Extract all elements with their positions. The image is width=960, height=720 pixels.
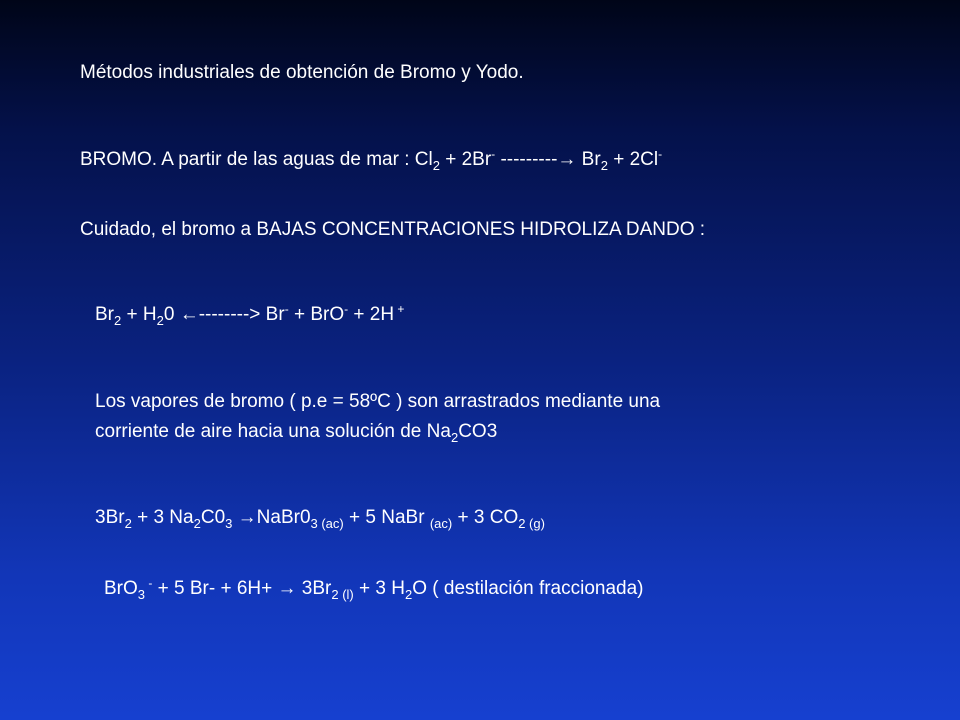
hyd-sub-2: 2 (156, 313, 164, 328)
hyd-charge-1: - (284, 302, 289, 316)
r2-text: + 3 CO (452, 507, 519, 528)
r2-text: + 5 NaBr (343, 507, 430, 528)
vapores-sub: 2 (450, 430, 459, 445)
r3-text: O ( destilación fraccionada) (412, 578, 644, 599)
hydrolysis-equation (95, 303, 404, 327)
bromo-text: ---------→ Br (495, 149, 601, 170)
r3-text: BrO (104, 578, 138, 599)
cuidado-text (80, 218, 705, 242)
hyd-text: + 2H (348, 304, 395, 325)
vapores-text-1: Los vapores de bromo ( p.e = 58ºC ) son arrastrados mediante una (95, 391, 661, 412)
r2-sub: 3 (ac) (310, 516, 344, 531)
title-text: Métodos industriales de obtención de Bromo y Yodo. (80, 62, 524, 83)
r2-sub: 2 (193, 516, 201, 531)
r2-text: 3Br (95, 507, 125, 528)
r3-sub: 2 (l) (331, 587, 354, 602)
r2-sub: (ac) (429, 516, 453, 531)
r2-text: + 3 Na (131, 507, 194, 528)
vapores-line-2 (95, 420, 497, 444)
hyd-text: 0 ←--------> Br (163, 304, 285, 325)
r3-text: + 3 H (353, 578, 405, 599)
reaction-2 (95, 506, 545, 530)
vapores-text-2: corriente de aire hacia una solución de Na (95, 421, 451, 442)
r3-sub: 2 (404, 587, 413, 602)
hyd-text: + H (121, 304, 157, 325)
r2-sub: 2 (124, 516, 132, 531)
r2-sub: 3 (225, 516, 233, 531)
hyd-sub-1: 2 (114, 313, 122, 328)
vapores-line-1 (95, 390, 660, 414)
bromo-sub-1: 2 (432, 158, 440, 173)
hyd-text: + BrO (288, 304, 345, 325)
r2-text: C0 (200, 507, 226, 528)
slide-title (80, 61, 524, 85)
hyd-charge-3: + (394, 302, 405, 316)
bromo-equation (80, 148, 662, 172)
bromo-sub-2: 2 (600, 158, 608, 173)
bromo-text: BROMO. A partir de las aguas de mar : Cl (80, 149, 433, 170)
r3-text: + 5 Br- + 6H+ → 3Br (152, 578, 332, 599)
bromo-text: + 2Br (439, 149, 492, 170)
cuidado-label: Cuidado, el bromo a BAJAS CONCENTRACIONES HIDROLIZA DANDO : (80, 219, 706, 240)
reaction-3 (104, 577, 644, 601)
r2-sub: 2 (g) (518, 516, 545, 531)
vapores-text-3: CO3 (458, 421, 498, 442)
bromo-text: + 2Cl (607, 149, 659, 170)
bromo-charge-2: - (658, 147, 663, 161)
hyd-charge-2: - (344, 302, 349, 316)
r3-charge: - (145, 576, 153, 590)
r2-text: →NaBr0 (232, 507, 311, 528)
hyd-text: Br (95, 304, 114, 325)
bromo-charge-1: - (491, 147, 496, 161)
r3-sub: 3 (137, 587, 146, 602)
